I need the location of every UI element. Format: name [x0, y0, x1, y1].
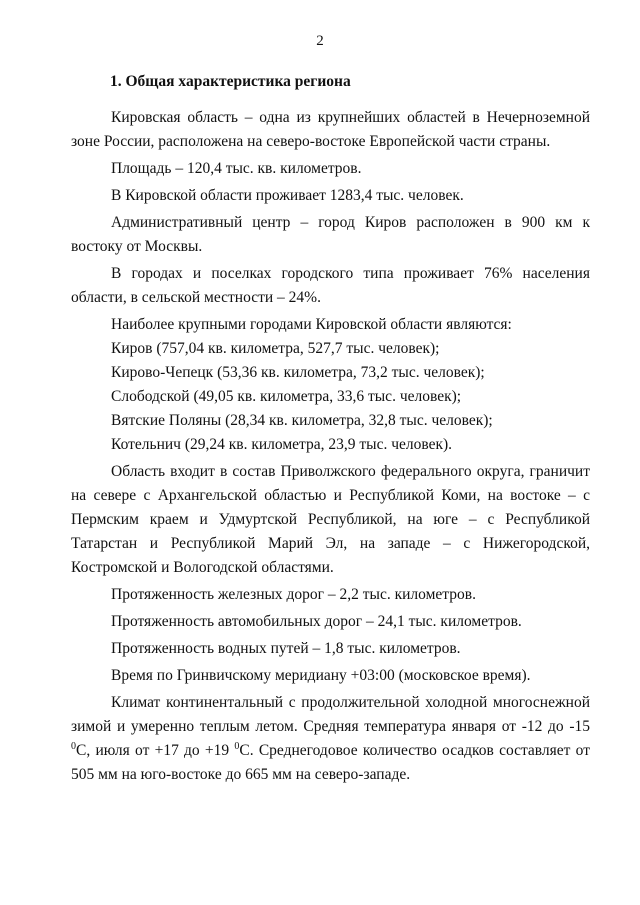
paragraph-urban-rural: В городах и поселках городского типа проживает 76% населения области, в сельской местности – 24%. — [71, 265, 590, 306]
climate-text-part-1: Климат континентальный с продолжительной холодной многоснежной зимой и умеренно теплым летом. Средняя температура января от -12 до -15 — [71, 694, 590, 735]
list-item: Киров (757,04 кв. километра, 527,7 тыс. человек); — [111, 340, 440, 357]
page-content — [71, 70, 590, 787]
list-item: Котельнич (29,24 кв. километра, 23,9 тыс. человек). — [111, 436, 453, 453]
paragraph-intro: Кировская область – одна из крупнейших областей в Нечерноземной зоне России, расположена на северо-востоке Европейской части страны. — [71, 109, 590, 150]
paragraph-timezone: Время по Гринвичскому меридиану +03:00 (московское время). — [111, 667, 531, 684]
paragraph-admin-center: Административный центр – город Киров расположен в 900 км к востоку от Москвы. — [71, 214, 590, 255]
list-item: Слободской (49,05 кв. километра, 33,6 тыс. человек); — [111, 388, 462, 405]
paragraph-largest-cities: Наиболее крупными городами Кировской области являются: — [111, 316, 512, 333]
section-heading: 1. Общая характеристика региона — [110, 73, 351, 90]
degree-superscript: 0 — [71, 741, 76, 752]
paragraph-borders: Область входит в состав Приволжского федерального округа, граничит на севере с Архангельской областью и Республикой Коми, на востоке – с Пермским краем и Удмуртской Республикой, на юге – с Республикой Татарстан и Республикой Марий Эл, на западе – с Нижегородской, Костромской и Вологодской областями. — [71, 463, 590, 576]
page-number: 2 — [316, 33, 324, 49]
list-item: Вятские Поляны (28,34 кв. километра, 32,8 тыс. человек); — [111, 412, 493, 429]
list-item: Кирово-Чепецк (53,36 кв. километра, 73,2 тыс. человек); — [111, 364, 485, 381]
city-list — [71, 337, 590, 457]
paragraph-roads: Протяженность автомобильных дорог – 24,1 тыс. километров. — [111, 613, 522, 630]
climate-text-part-2: С, июля от +17 до +19 — [76, 742, 235, 759]
paragraph-area: Площадь – 120,4 тыс. кв. километров. — [111, 160, 362, 177]
paragraph-climate — [71, 691, 590, 787]
paragraph-waterways: Протяженность водных путей – 1,8 тыс. километров. — [111, 640, 461, 657]
paragraph-population: В Кировской области проживает 1283,4 тыс. человек. — [111, 187, 464, 204]
degree-superscript: 0 — [234, 741, 240, 752]
paragraph-railways: Протяженность железных дорог – 2,2 тыс. километров. — [111, 586, 476, 603]
climate-text-part-3: С. Среднегодовое количество осадков составляет от 505 мм на юго-востоке до 665 мм на северо-западе. — [71, 742, 590, 783]
